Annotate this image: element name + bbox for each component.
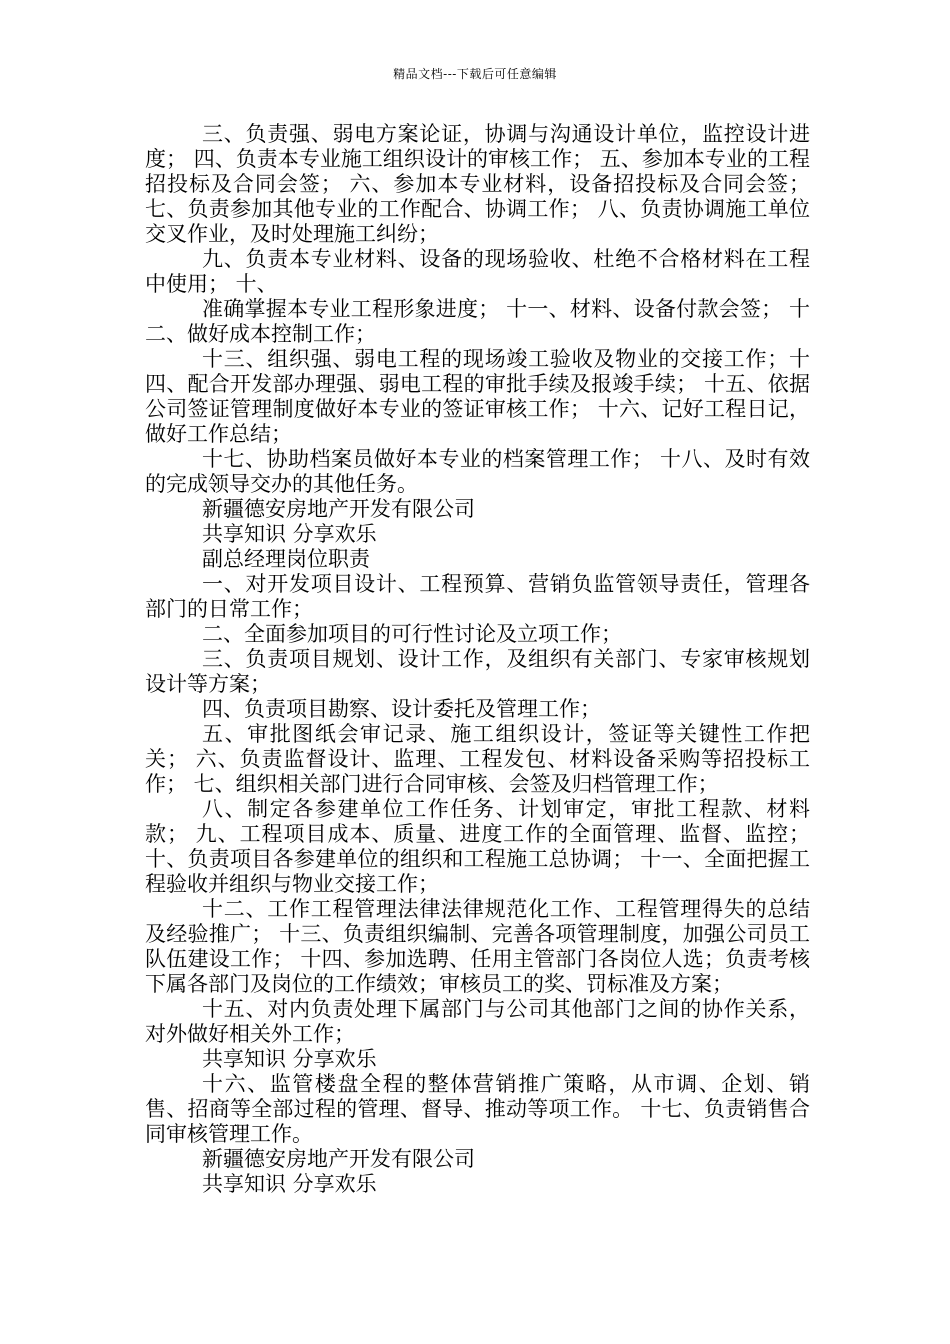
paragraph: 十三、组织强、弱电工程的现场竣工验收及物业的交接工作；十四、配合开发部办理强、弱电工程的审批手续及报竣手续； 十五、依据公司签证管理制度做好本专业的签证审核工作； 十六、记好工程日记，做好工作总结； [145, 347, 810, 446]
company-name: 新疆德安房地产开发有限公司 [202, 497, 475, 521]
paragraph: 一、对开发项目设计、工程预算、营销负监管领导责任，管理各部门的日常工作； [145, 572, 810, 621]
paragraph: 五、审批图纸会审记录、施工组织设计，签证等关键性工作把关； 六、负责监督设计、监理、工程发包、材料设备采购等招投标工作； 七、组织相关部门进行合同审核、会签及归档管理工作； [145, 722, 810, 796]
company-name: 新疆德安房地产开发有限公司 [202, 1147, 475, 1171]
slogan: 共享知识 分享欢乐 [202, 522, 377, 546]
paragraph: 九、负责本专业材料、设备的现场验收、杜绝不合格材料在工程中使用； 十、 [145, 247, 810, 296]
page-header: 精品文档---下载后可任意编辑 [393, 67, 557, 81]
paragraph: 三、负责项目规划、设计工作，及组织有关部门、专家审核规划设计等方案； [145, 647, 810, 696]
paragraph: 十二、工作工程管理法律法律规范化工作、工程管理得失的总结及经验推广； 十三、负责组织编制、完善各项管理制度，加强公司员工队伍建设工作； 十四、参加选聘、任用主管部门各岗位人选；负责考核下属各部门及岗位的工作绩效；审核员工的奖、罚标准及方案； [145, 897, 810, 996]
paragraph: 二、全面参加项目的可行性讨论及立项工作； [202, 622, 622, 646]
paragraph: 十七、协助档案员做好本专业的档案管理工作； 十八、及时有效的完成领导交办的其他任务。 [145, 447, 810, 496]
section-title: 副总经理岗位职责 [202, 547, 370, 571]
paragraph: 十五、对内负责处理下属部门与公司其他部门之间的协作关系，对外做好相关外工作； [145, 997, 810, 1046]
paragraph: 四、负责项目勘察、设计委托及管理工作； [202, 697, 601, 721]
paragraph: 十六、监管楼盘全程的整体营销推广策略，从市调、企划、销售、招商等全部过程的管理、督导、推动等项工作。 十七、负责销售合同审核管理工作。 [145, 1072, 810, 1146]
document-body [145, 122, 810, 1197]
slogan: 共享知识 分享欢乐 [202, 1047, 377, 1071]
slogan: 共享知识 分享欢乐 [202, 1172, 377, 1196]
paragraph: 八、制定各参建单位工作任务、计划审定，审批工程款、材料款； 九、工程项目成本、质量、进度工作的全面管理、监督、监控； 十、负责项目各参建单位的组织和工程施工总协调； 十一、全面把握工程验收并组织与物业交接工作； [145, 797, 810, 896]
paragraph: 三、负责强、弱电方案论证，协调与沟通设计单位，监控设计进度； 四、负责本专业施工组织设计的审核工作； 五、参加本专业的工程招投标及合同会签； 六、参加本专业材料，设备招投标及合同会签； 七、负责参加其他专业的工作配合、协调工作； 八、负责协调施工单位交叉作业，及时处理施工纠纷； [145, 122, 810, 246]
paragraph: 准确掌握本专业工程形象进度； 十一、材料、设备付款会签； 十二、做好成本控制工作； [145, 297, 810, 346]
